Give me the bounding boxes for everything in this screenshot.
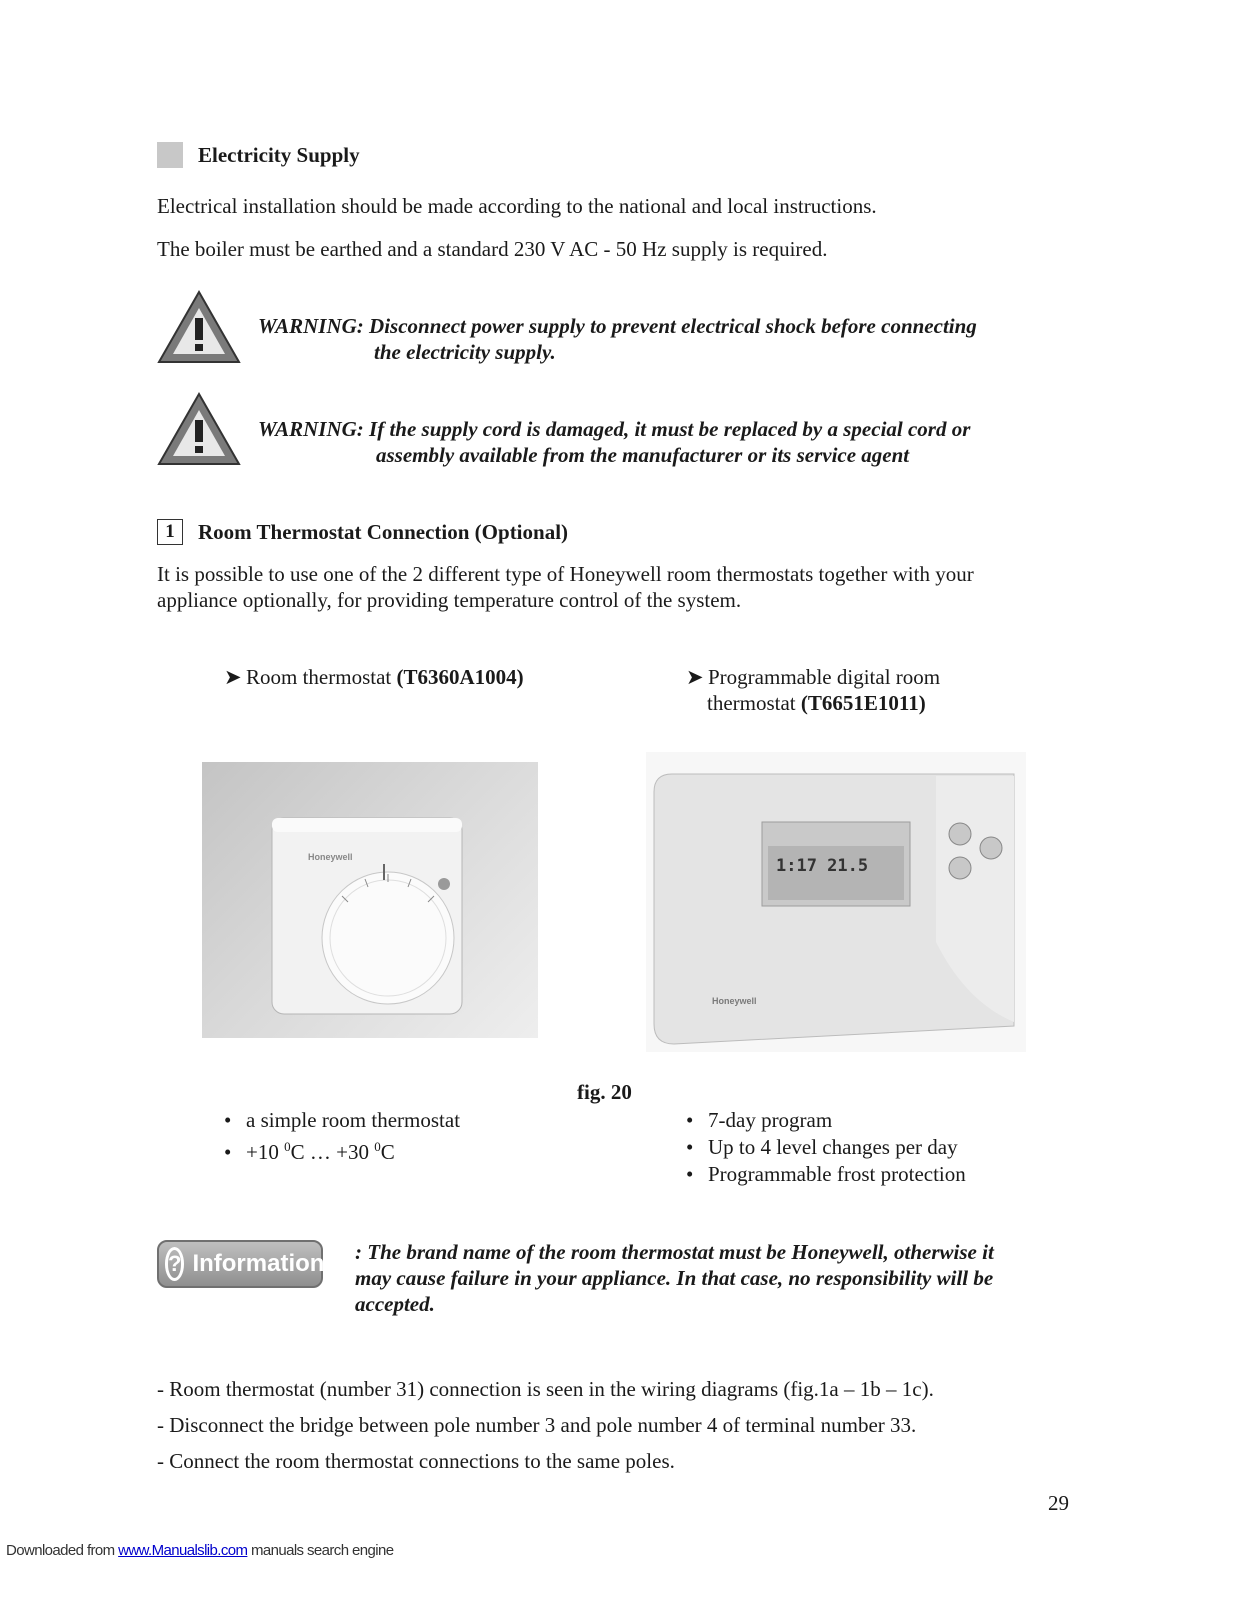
warning-text: WARNING: Disconnect power supply to prevent electrical shock before connecting (258, 314, 977, 338)
bullet-icon: • (224, 1140, 232, 1164)
footer: Downloaded from www.Manualslib.com manuals search engine (6, 1542, 394, 1559)
section-marker (157, 142, 183, 168)
section-title: Room Thermostat Connection (Optional) (198, 520, 569, 544)
analog-thermostat-photo (202, 762, 538, 1038)
feature-item: • +10 $^0$C … +30 $^0$C (224, 1139, 395, 1164)
thermostat-label: ➤ Room thermostat (T6360A1004) (224, 665, 524, 689)
feature-item: • a simple room thermostat (224, 1107, 460, 1133)
figure-caption: fig. 20 (577, 1080, 632, 1104)
warning-text: WARNING: If the supply cord is damaged, it must be replaced by a special cord or (258, 417, 971, 441)
page-number: 29 (1048, 1491, 1069, 1515)
feature-item: • 7-day program (686, 1107, 832, 1133)
info-text: accepted. (355, 1292, 435, 1316)
section-number: 1 (157, 519, 183, 545)
digital-thermostat-image (646, 752, 1026, 1052)
manualslib-link[interactable]: www.Manualslib.com (118, 1542, 248, 1559)
paragraph: Electrical installation should be made according to the national and local instructions. (157, 194, 877, 218)
question-icon: ? (165, 1247, 184, 1281)
arrow-bullet-icon: ➤ (686, 665, 704, 689)
brand-logo: Honeywell (308, 852, 353, 862)
feature-item: • Programmable frost protection (686, 1161, 966, 1187)
step-item: - Connect the room thermostat connections to the same poles. (157, 1449, 675, 1473)
info-text: may cause failure in your appliance. In that case, no responsibility will be (355, 1266, 994, 1290)
feature-item: • Up to 4 level changes per day (686, 1134, 958, 1160)
step-item: - Room thermostat (number 31) connection is seen in the wiring diagrams (fig.1a – 1b – 1c). (157, 1377, 934, 1401)
arrow-bullet-icon: ➤ (224, 665, 242, 689)
paragraph: The boiler must be earthed and a standard 230 V AC - 50 Hz supply is required. (157, 237, 828, 261)
paragraph: appliance optionally, for providing temperature control of the system. (157, 588, 742, 612)
step-item: - Disconnect the bridge between pole number 3 and pole number 4 of terminal number 33. (157, 1413, 917, 1437)
brand-logo: Honeywell (712, 996, 757, 1006)
warning-icon (155, 390, 243, 470)
digital-thermostat-photo (646, 752, 1026, 1052)
warning-text: assembly available from the manufacturer or its service agent (376, 443, 910, 467)
warning-text: the electricity supply. (374, 340, 556, 364)
warning-icon (155, 288, 243, 368)
lcd-readout: 1:17 21.5 (776, 856, 869, 876)
thermostat-label: ➤ Programmable digital room (686, 665, 941, 689)
paragraph: It is possible to use one of the 2 different type of Honeywell room thermostats together with your (157, 562, 974, 586)
section-title: Electricity Supply (198, 143, 360, 167)
analog-thermostat-image (202, 762, 538, 1038)
info-text: : The brand name of the room thermostat must be Honeywell, otherwise it (355, 1240, 994, 1264)
thermostat-label: thermostat (T6651E1011) (707, 691, 926, 715)
information-badge: ? Information (157, 1240, 323, 1288)
